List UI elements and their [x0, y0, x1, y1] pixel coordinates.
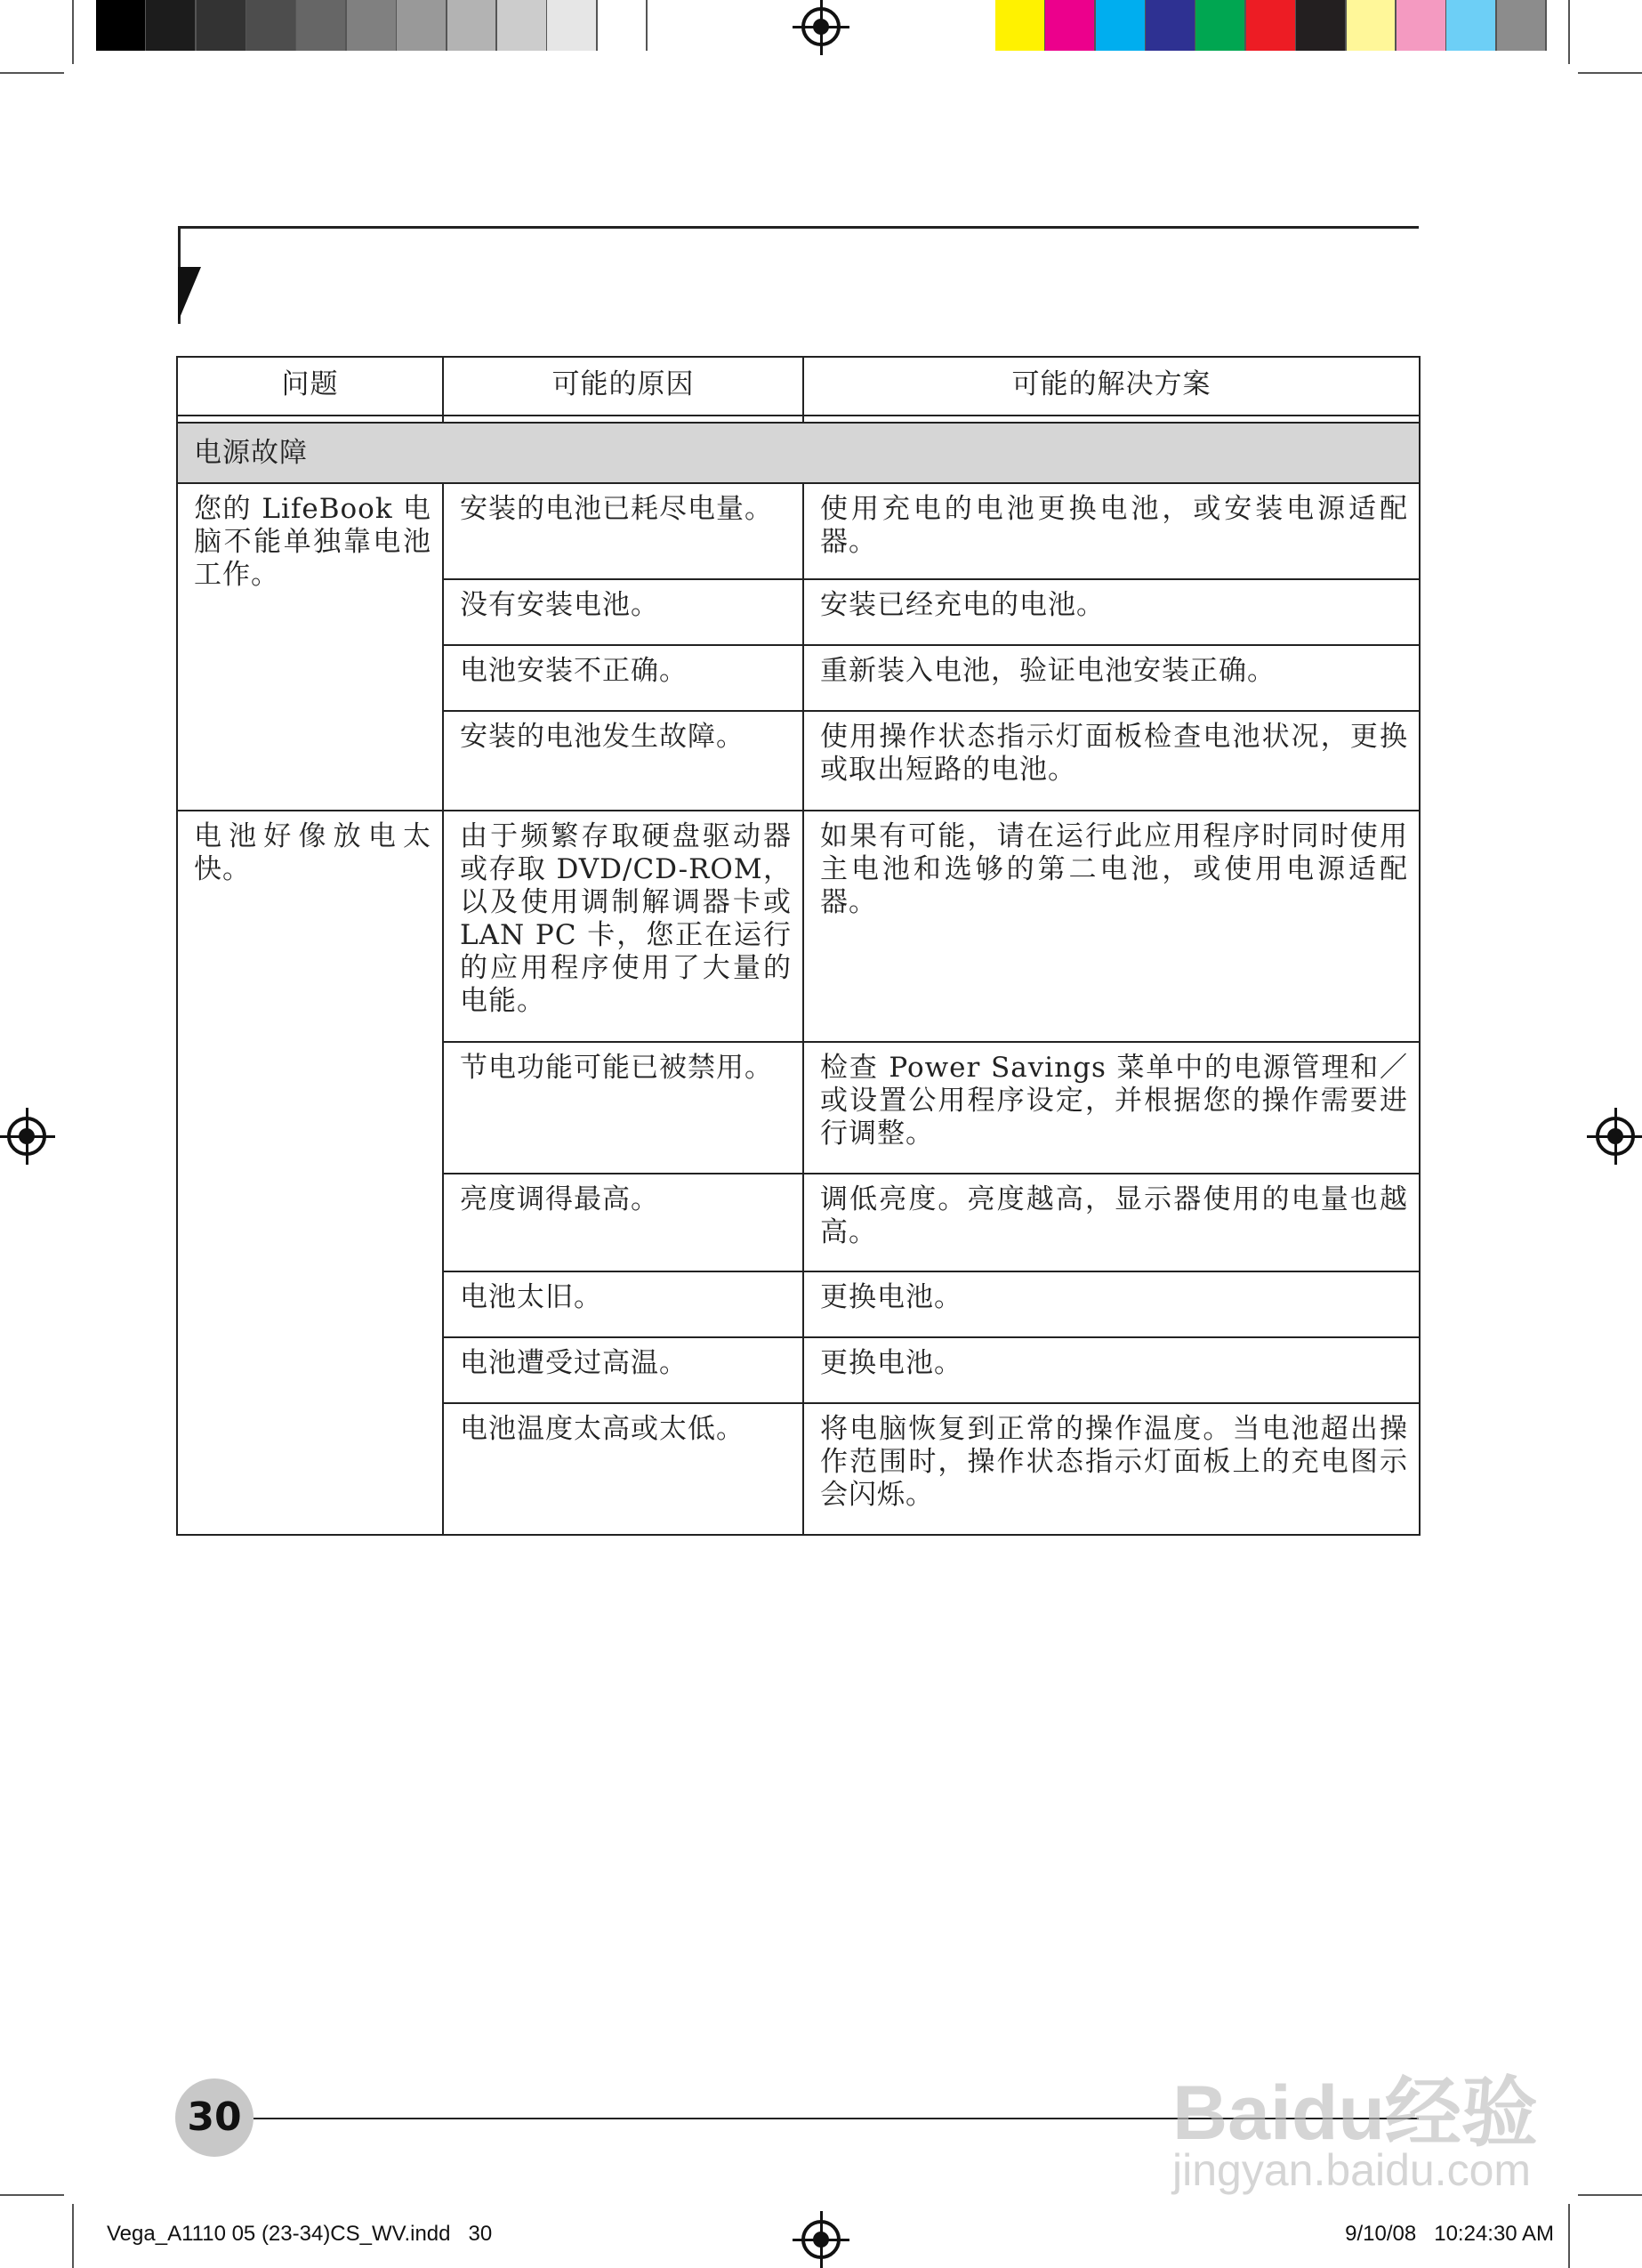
color-swatch — [146, 0, 197, 51]
solution-cell: 重新装入电池，验证电池安装正确。 — [803, 645, 1420, 711]
crop-mark — [0, 72, 64, 74]
solution-cell: 如果有可能，请在运行此应用程序时同时使用主电池和选够的第二电池，或使用电源适配器。 — [803, 811, 1420, 1042]
color-swatch — [1195, 0, 1246, 51]
color-swatch — [96, 0, 147, 51]
registration-mark-icon — [7, 1117, 46, 1156]
color-swatch — [1096, 0, 1147, 51]
header-solution: 可能的解决方案 — [803, 357, 1420, 416]
solution-cell: 安装已经充电的电池。 — [803, 579, 1420, 645]
grayscale-bar — [96, 0, 648, 51]
watermark-url: jingyan.baidu.com — [1172, 2145, 1532, 2195]
color-swatch — [447, 0, 498, 51]
cause-cell: 电池遭受过高温。 — [443, 1337, 803, 1403]
crop-mark — [72, 0, 74, 64]
section-title: 电源故障 — [177, 423, 1420, 483]
page-number: 30 — [175, 2078, 254, 2157]
solution-cell: 检查 Power Savings 菜单中的电源管理和／或设置公用程序设定，并根据您的操作需要进行调整。 — [803, 1042, 1420, 1174]
crop-mark — [0, 2194, 64, 2196]
crop-mark — [1578, 2194, 1642, 2196]
color-swatch — [598, 0, 648, 51]
cause-cell: 安装的电池发生故障。 — [443, 711, 803, 811]
color-swatch — [197, 0, 247, 51]
solution-cell: 将电脑恢复到正常的操作温度。当电池超出操作范围时，操作状态指示灯面板上的充电图示会闪烁。 — [803, 1403, 1420, 1535]
crop-mark — [1568, 0, 1570, 64]
table-row — [177, 483, 1420, 579]
footer-timestamp: 9/10/08 10:24:30 AM — [1345, 2222, 1554, 2246]
color-swatch — [1397, 0, 1447, 51]
color-bar — [995, 0, 1547, 51]
color-swatch — [547, 0, 598, 51]
color-swatch — [397, 0, 447, 51]
crop-mark — [1578, 72, 1642, 74]
cause-cell: 电池温度太高或太低。 — [443, 1403, 803, 1535]
cause-cell: 安装的电池已耗尽电量。 — [443, 483, 803, 579]
color-swatch — [1497, 0, 1548, 51]
corner-tab-icon — [178, 267, 205, 326]
footer-filename: Vega_A1110 05 (23-34)CS_WV.indd 30 — [107, 2222, 493, 2246]
cause-cell: 电池太旧。 — [443, 1271, 803, 1337]
color-swatch — [995, 0, 1046, 51]
color-swatch — [347, 0, 398, 51]
solution-cell: 调低亮度。亮度越高，显示器使用的电量也越高。 — [803, 1174, 1420, 1271]
cause-cell: 电池安装不正确。 — [443, 645, 803, 711]
registration-mark-icon — [801, 2220, 841, 2259]
crop-mark — [72, 2204, 74, 2268]
cause-cell: 没有安装电池。 — [443, 579, 803, 645]
cause-cell: 节电功能可能已被禁用。 — [443, 1042, 803, 1174]
watermark-logo: Baidu经验 — [1172, 2070, 1538, 2156]
troubleshooting-table — [176, 356, 1421, 1536]
color-swatch — [1146, 0, 1196, 51]
header-rule — [178, 226, 1419, 229]
cause-cell: 亮度调得最高。 — [443, 1174, 803, 1271]
color-swatch — [1347, 0, 1397, 51]
color-swatch — [296, 0, 347, 51]
problem-cell: 您的 LifeBook 电脑不能单独靠电池工作。 — [177, 483, 443, 811]
color-swatch — [1246, 0, 1297, 51]
color-swatch — [1446, 0, 1497, 51]
color-swatch — [1296, 0, 1347, 51]
cause-cell: 由于频繁存取硬盘驱动器或存取 DVD/CD-ROM，以及使用调制解调器卡或 LAN PC 卡，您正在运行的应用程序使用了大量的电能。 — [443, 811, 803, 1042]
solution-cell: 更换电池。 — [803, 1271, 1420, 1337]
color-swatch — [497, 0, 548, 51]
table-row — [177, 811, 1420, 1042]
solution-cell: 更换电池。 — [803, 1337, 1420, 1403]
header-gap — [177, 416, 1420, 423]
table-header-row — [177, 357, 1420, 416]
header-problem: 问题 — [177, 357, 443, 416]
registration-mark-icon — [1596, 1117, 1635, 1156]
registration-mark-icon — [801, 7, 841, 46]
solution-cell: 使用充电的电池更换电池，或安装电源适配器。 — [803, 483, 1420, 579]
color-swatch — [1045, 0, 1096, 51]
header-cause: 可能的原因 — [443, 357, 803, 416]
problem-cell: 电池好像放电太快。 — [177, 811, 443, 1535]
solution-cell: 使用操作状态指示灯面板检查电池状况，更换或取出短路的电池。 — [803, 711, 1420, 811]
color-swatch — [246, 0, 297, 51]
section-row — [177, 423, 1420, 483]
crop-mark — [1568, 2204, 1570, 2268]
